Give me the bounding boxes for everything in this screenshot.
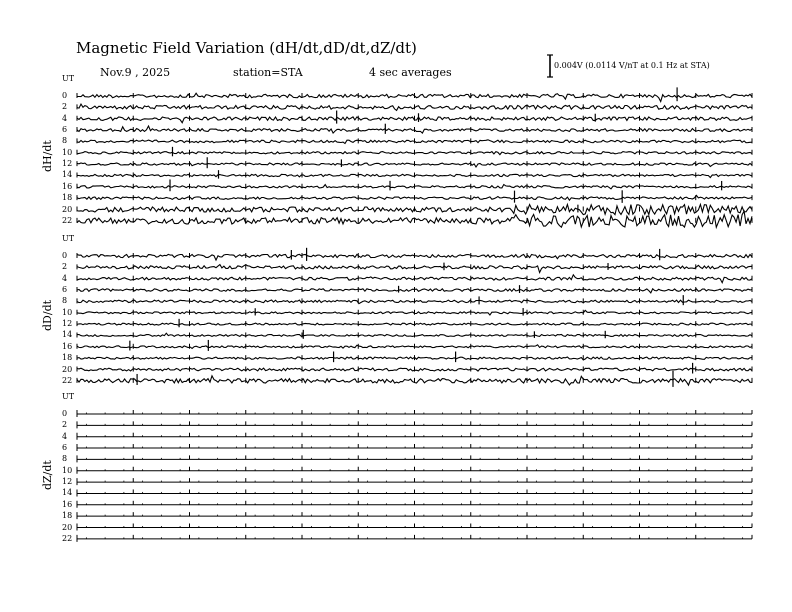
hour-row-label: 14 [62, 488, 73, 498]
hour-row-label: 6 [62, 443, 68, 453]
component-axis-label: dZ/dt [41, 460, 54, 490]
hour-row-label: 14 [62, 170, 73, 180]
component-axis-label: dD/dt [41, 299, 54, 331]
ut-axis-label: UT [62, 234, 75, 243]
hour-row-label: 10 [62, 465, 73, 475]
hour-row-label: 22 [62, 215, 73, 225]
ut-axis-label: UT [62, 392, 75, 401]
hour-row-label: 12 [62, 159, 73, 169]
hour-row-label: 4 [62, 273, 68, 283]
hour-row-label: 0 [62, 409, 68, 418]
chart-title: Magnetic Field Variation (dH/dt,dD/dt,dZ/dt) [76, 39, 417, 57]
hour-row-label: 4 [62, 431, 68, 441]
hour-row-label: 8 [62, 296, 68, 306]
hour-row-label: 16 [62, 341, 73, 351]
hour-row-label: 18 [62, 353, 73, 363]
hour-row-label: 6 [62, 125, 68, 135]
hour-row-label: 16 [62, 181, 73, 191]
hour-row-label: 8 [62, 454, 68, 464]
averaging-label: 4 sec averages [369, 66, 452, 79]
ut-axis-label: UT [62, 74, 75, 83]
hour-row-label: 0 [62, 251, 68, 260]
date-label: Nov.9 , 2025 [100, 66, 171, 79]
hour-row-label: 10 [62, 147, 73, 157]
component-axis-label: dH/dt [41, 140, 54, 172]
hour-row-label: 12 [62, 319, 73, 329]
hour-row-label: 2 [62, 420, 68, 430]
hour-row-label: 10 [62, 307, 73, 317]
hour-row-label: 4 [62, 113, 68, 123]
hour-row-label: 22 [62, 375, 73, 385]
hour-row-label: 20 [62, 364, 73, 374]
station-label: station=STA [233, 66, 303, 79]
scale-label: 0.004V (0.0114 V/nT at 0.1 Hz at STA) [554, 61, 710, 70]
hour-row-label: 0 [62, 91, 68, 100]
hour-row-label: 2 [62, 102, 68, 112]
hour-row-label: 6 [62, 285, 68, 295]
hour-row-label: 18 [62, 193, 73, 203]
hour-row-label: 20 [62, 204, 73, 214]
hour-row-label: 20 [62, 522, 73, 532]
hour-row-label: 22 [62, 533, 73, 543]
hour-row-label: 18 [62, 511, 73, 521]
hour-row-label: 8 [62, 136, 68, 146]
hour-row-label: 16 [62, 499, 73, 509]
hour-row-label: 12 [62, 477, 73, 487]
hour-row-label: 14 [62, 330, 73, 340]
hour-row-label: 2 [62, 262, 68, 272]
